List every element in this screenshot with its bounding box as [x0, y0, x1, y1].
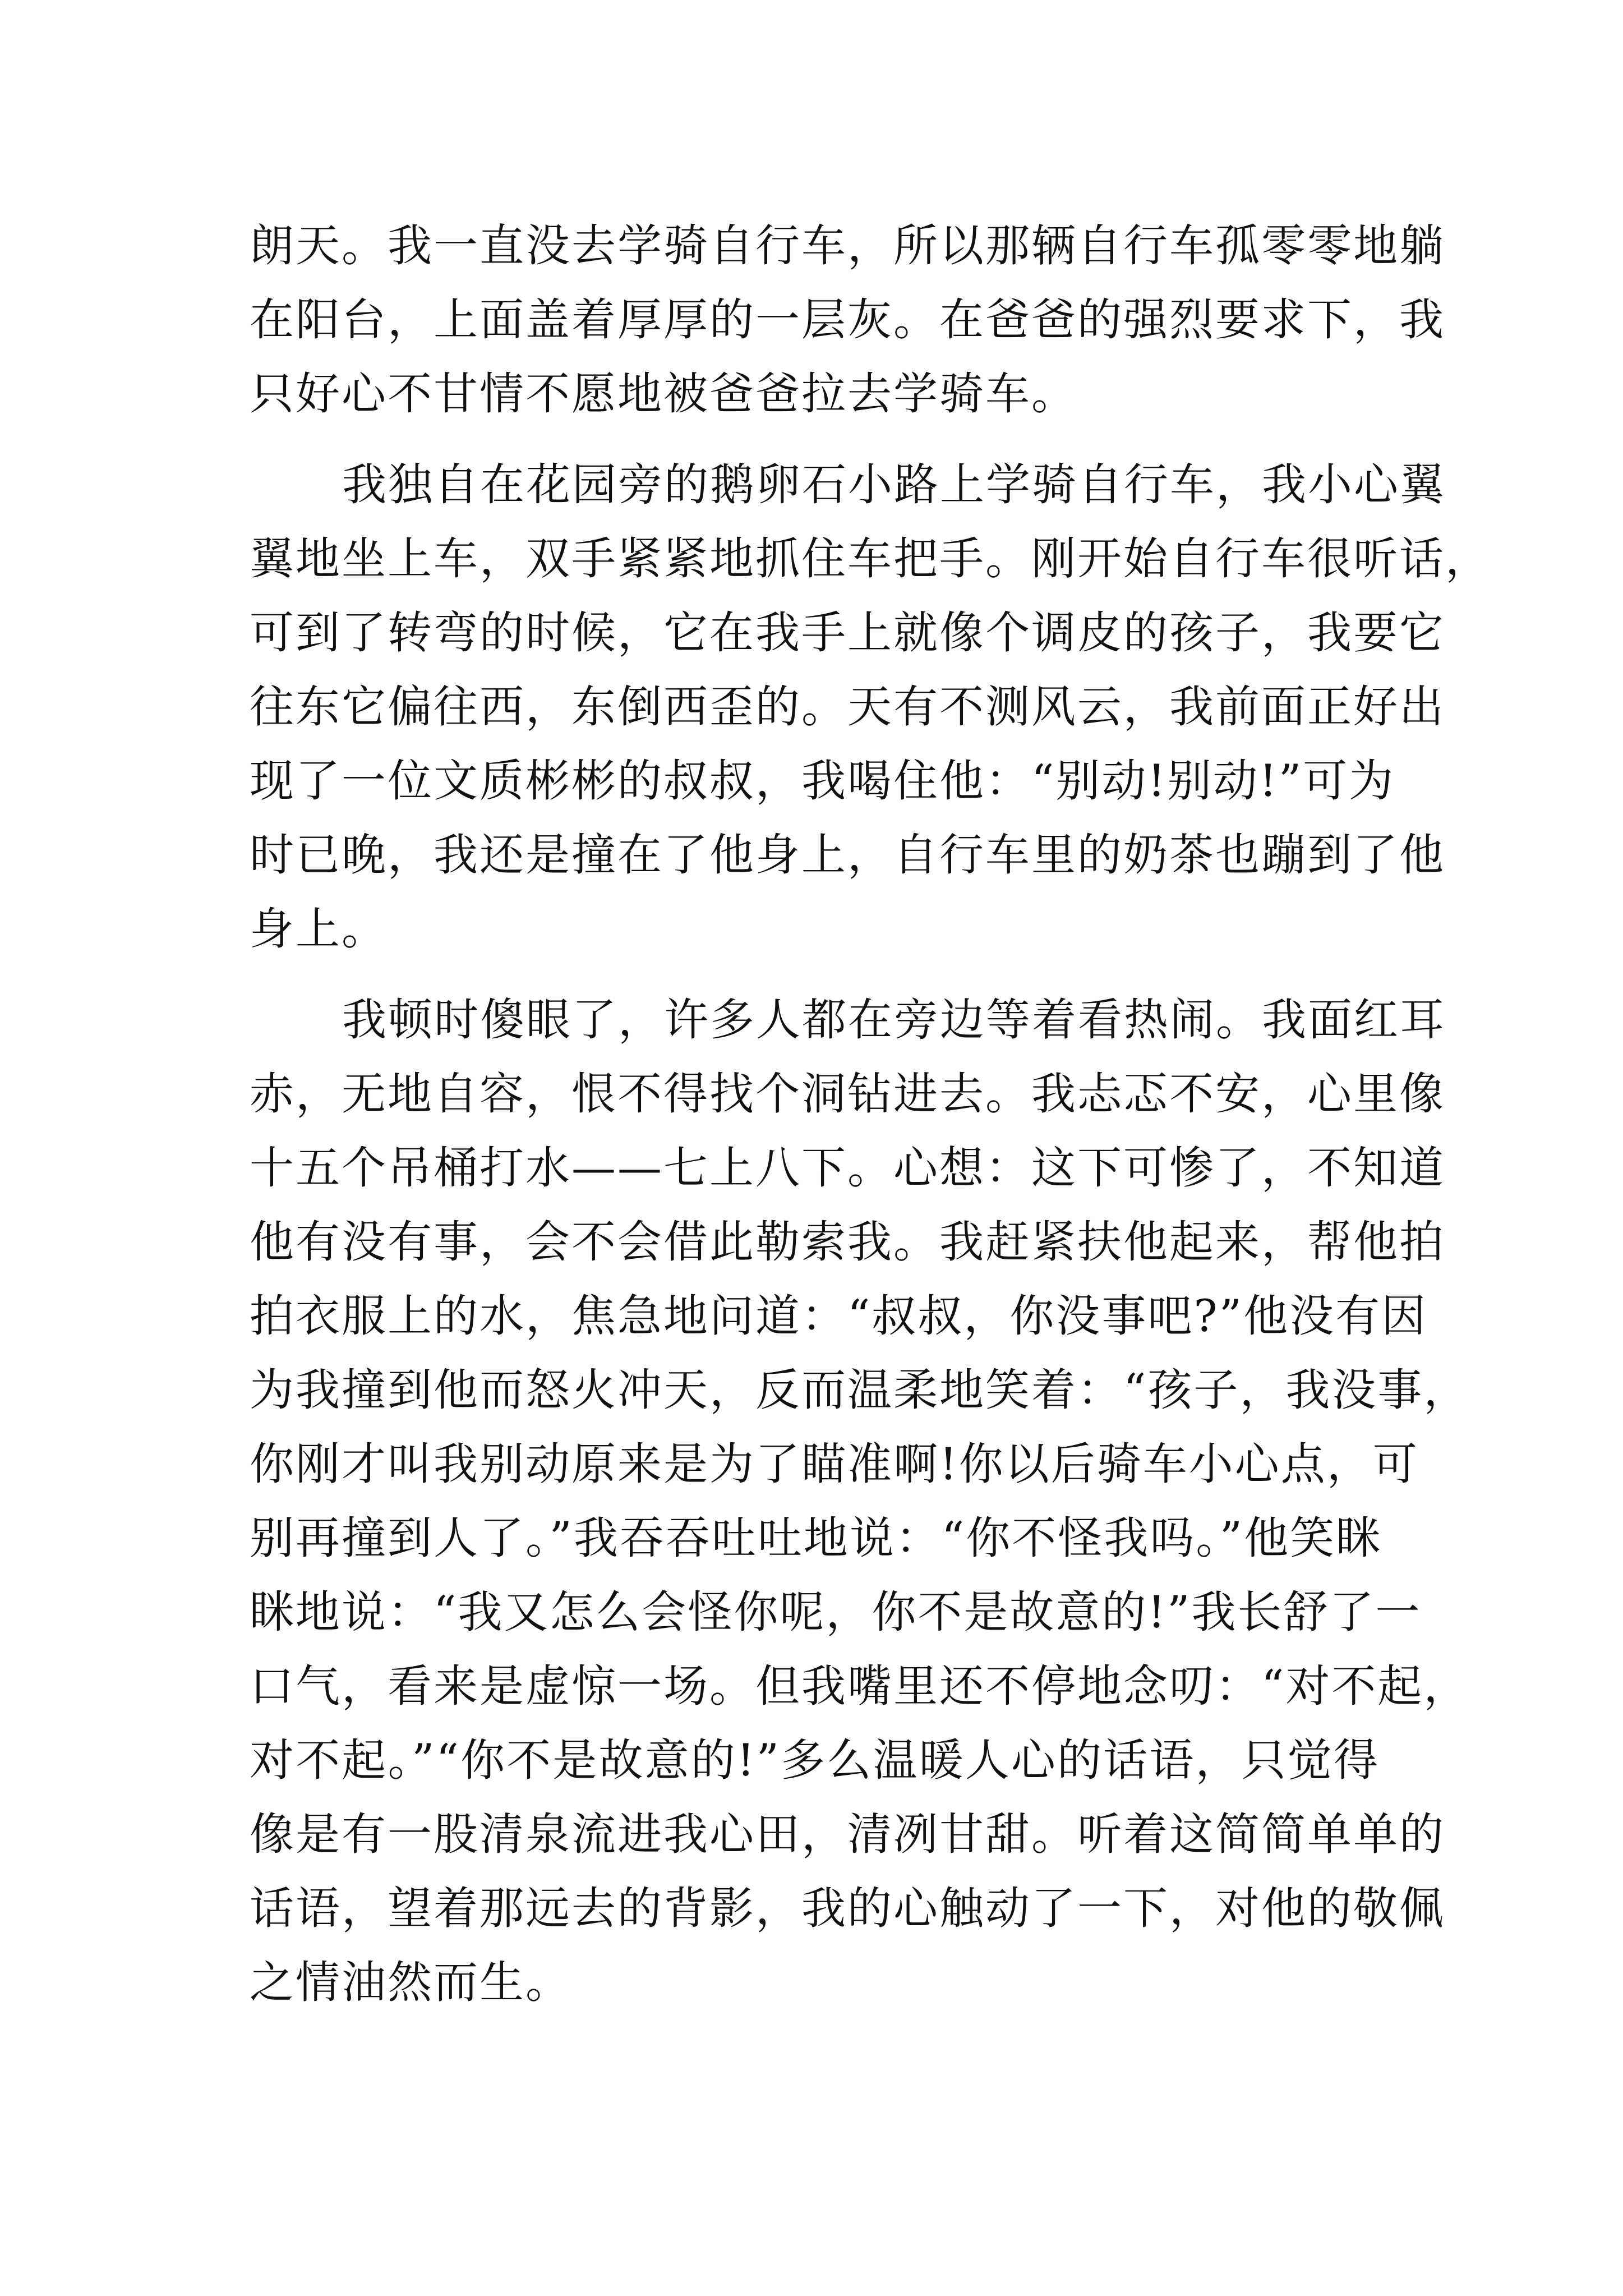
text-line: 为我撞到他而怒火冲天，反而温柔地笑着：“孩子，我没事，	[250, 1364, 1470, 1416]
paragraph-3	[250, 983, 1470, 2019]
paragraph-1	[250, 209, 1445, 431]
text-line: 你刚才叫我别动原来是为了瞄准啊!你以后骑车小心点，可	[250, 1438, 1419, 1490]
text-line: 可到了转弯的时候，它在我手上就像个调皮的孩子，我要它	[250, 607, 1445, 659]
text-line: 口气，看来是虚惊一场。但我嘴里还不停地念叨：“对不起，	[250, 1660, 1470, 1712]
text-line: 像是有一股清泉流进我心田，清冽甘甜。听着这简简单单的	[250, 1809, 1445, 1860]
text-line: 他有没有事，会不会借此勒索我。我赶紧扶他起来，帮他拍	[250, 1216, 1445, 1268]
text-line: 时已晚，我还是撞在了他身上，自行车里的奶茶也蹦到了他	[250, 829, 1445, 881]
text-line: 我独自在花园旁的鹅卵石小路上学骑自行车，我小心翼	[342, 459, 1446, 510]
paragraph-spacing	[250, 431, 1380, 448]
text-line: 之情油然而生。	[250, 1957, 571, 2008]
text-line: 现了一位文质彬彬的叔叔，我喝住他：“别动!别动!”可为	[250, 755, 1395, 807]
body-text	[250, 209, 1491, 2019]
text-line: 对不起。”“你不是故意的!”多么温暖人心的话语，只觉得	[250, 1734, 1380, 1786]
text-line: 十五个吊桶打水——七上八下。心想：这下可惨了，不知道	[250, 1142, 1445, 1194]
text-line: 别再撞到人了。”我吞吞吐吐地说：“你不怪我吗。”他笑眯	[250, 1512, 1382, 1564]
text-line: 在阳台，上面盖着厚厚的一层灰。在爸爸的强烈要求下，我	[250, 294, 1445, 346]
text-line: 赤，无地自容，恨不得找个洞钻进去。我忐忑不安，心里像	[250, 1068, 1445, 1120]
text-line: 只好心不甘情不愿地被爸爸拉去学骑车。	[250, 368, 1077, 420]
text-line: 身上。	[250, 903, 388, 955]
paragraph-2	[250, 448, 1491, 966]
text-line: 眯地说：“我又怎么会怪你呢，你不是故意的!”我长舒了一	[250, 1586, 1422, 1638]
text-line: 我顿时傻眼了，许多人都在旁边等着看热闹。我面红耳	[342, 994, 1446, 1046]
text-line: 翼地坐上车，双手紧紧地抓住车把手。刚开始自行车很听话，	[250, 533, 1491, 585]
text-line: 往东它偏往西，东倒西歪的。天有不测风云，我前面正好出	[250, 681, 1445, 733]
text-line: 拍衣服上的水，焦急地问道：“叔叔，你没事吧?”他没有因	[250, 1290, 1428, 1342]
paragraph-spacing	[250, 966, 1380, 983]
text-line: 话语，望着那远去的背影，我的心触动了一下，对他的敬佩	[250, 1883, 1445, 1934]
text-line: 朗天。我一直没去学骑自行车，所以那辆自行车孤零零地躺	[250, 220, 1445, 272]
